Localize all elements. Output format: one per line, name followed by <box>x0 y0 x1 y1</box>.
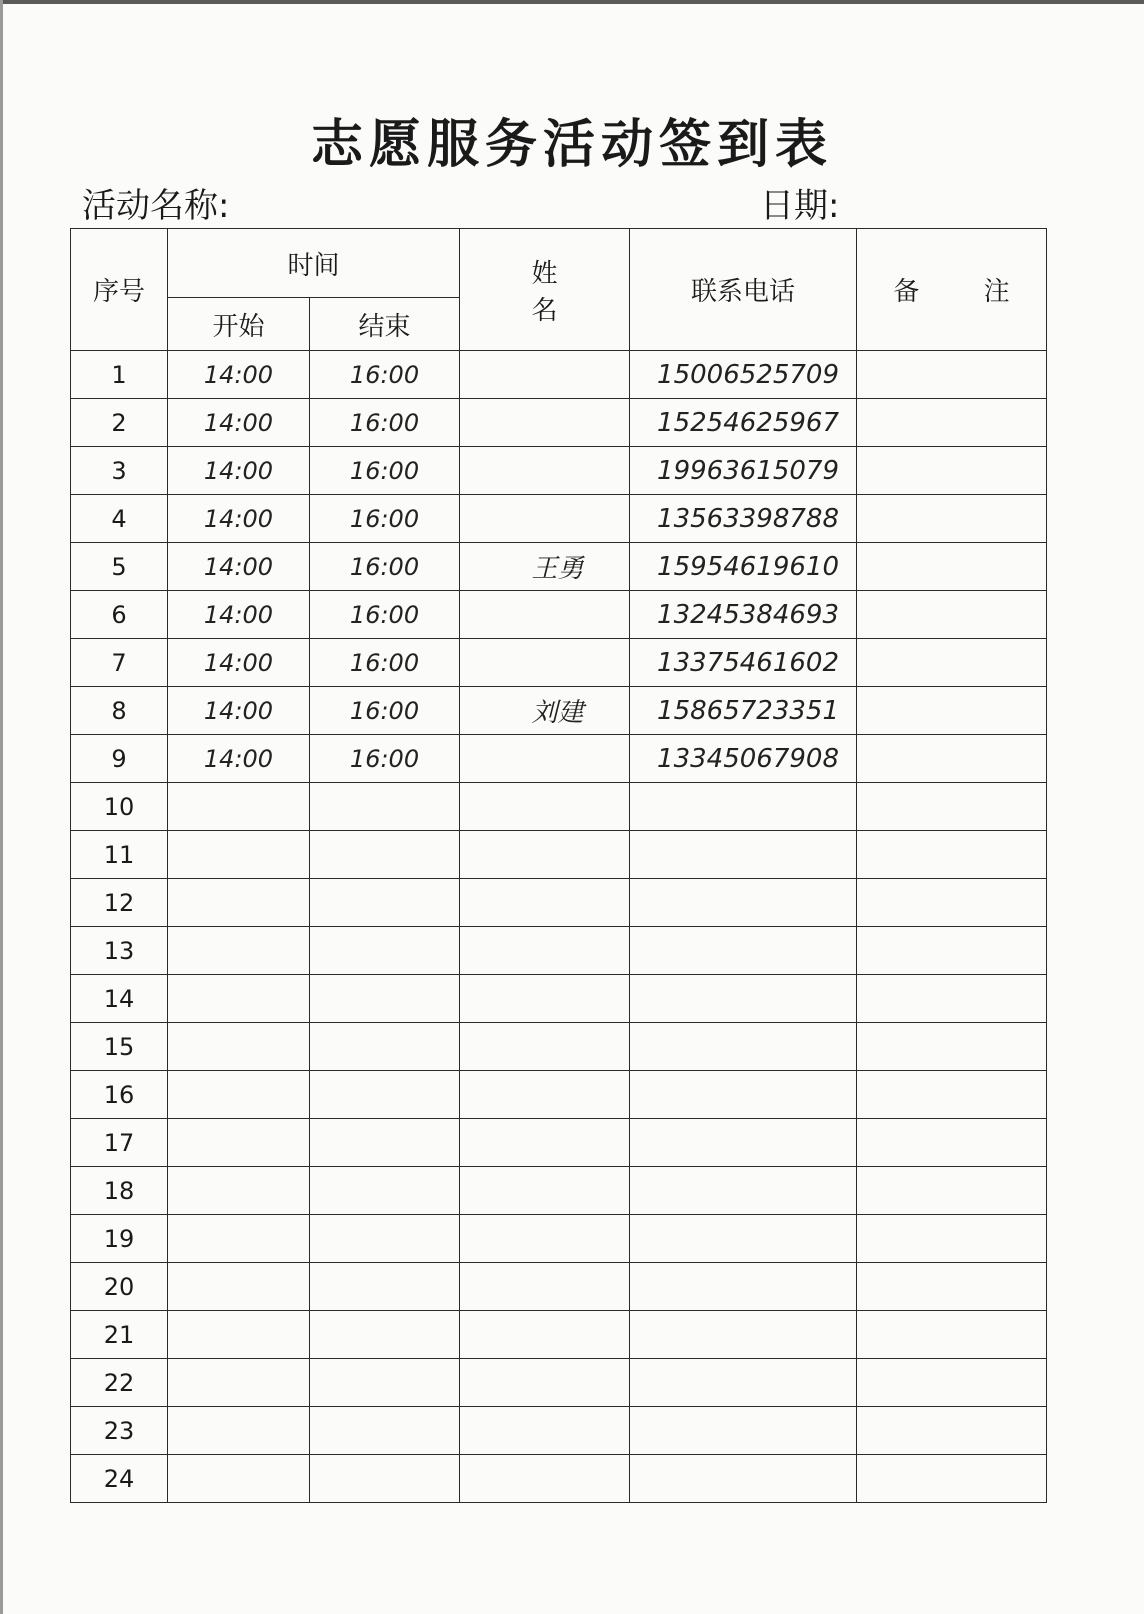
phone-cell: 15254625967 <box>630 399 857 447</box>
start-time-cell <box>168 1071 310 1119</box>
phone-cell <box>630 1455 857 1503</box>
phone-cell <box>630 975 857 1023</box>
row-index: 20 <box>71 1263 168 1311</box>
row-index: 24 <box>71 1455 168 1503</box>
end-time-cell <box>310 783 460 831</box>
name-cell <box>460 831 630 879</box>
end-time-cell <box>310 1215 460 1263</box>
row-index: 14 <box>71 975 168 1023</box>
remark-cell <box>857 495 1047 543</box>
end-time-cell: 16:00 <box>310 447 460 495</box>
row-index: 18 <box>71 1167 168 1215</box>
phone-cell: 13375461602 <box>630 639 857 687</box>
start-time-cell <box>168 1359 310 1407</box>
name-cell <box>460 1071 630 1119</box>
remark-cell <box>857 1263 1047 1311</box>
table-row <box>71 399 1047 447</box>
row-index: 12 <box>71 879 168 927</box>
table-row <box>71 927 1047 975</box>
start-time-cell: 14:00 <box>168 399 310 447</box>
start-time-cell: 14:00 <box>168 447 310 495</box>
remark-cell <box>857 927 1047 975</box>
end-time-cell: 16:00 <box>310 591 460 639</box>
remark-cell <box>857 399 1047 447</box>
start-time-cell <box>168 1455 310 1503</box>
start-time-cell <box>168 783 310 831</box>
start-time-cell <box>168 1215 310 1263</box>
remark-cell <box>857 1023 1047 1071</box>
remark-cell <box>857 879 1047 927</box>
table-row <box>71 1407 1047 1455</box>
row-index: 2 <box>71 399 168 447</box>
start-time-cell <box>168 975 310 1023</box>
header-time: 时间 <box>168 229 460 298</box>
start-time-cell <box>168 1263 310 1311</box>
header-index: 序号 <box>71 229 168 351</box>
phone-cell: 13345067908 <box>630 735 857 783</box>
name-cell <box>460 639 630 687</box>
table-row <box>71 735 1047 783</box>
start-time-cell: 14:00 <box>168 639 310 687</box>
row-index: 17 <box>71 1119 168 1167</box>
end-time-cell: 16:00 <box>310 495 460 543</box>
remark-cell <box>857 1119 1047 1167</box>
name-cell <box>460 447 630 495</box>
start-time-cell: 14:00 <box>168 735 310 783</box>
end-time-cell <box>310 879 460 927</box>
name-cell <box>460 591 630 639</box>
row-index: 19 <box>71 1215 168 1263</box>
phone-cell <box>630 1215 857 1263</box>
table-row <box>71 447 1047 495</box>
remark-cell <box>857 735 1047 783</box>
row-index: 10 <box>71 783 168 831</box>
name-cell <box>460 351 630 399</box>
name-cell <box>460 1215 630 1263</box>
start-time-cell <box>168 927 310 975</box>
phone-cell: 13563398788 <box>630 495 857 543</box>
remark-cell <box>857 975 1047 1023</box>
start-time-cell: 14:00 <box>168 495 310 543</box>
phone-cell: 15865723351 <box>630 687 857 735</box>
name-cell <box>460 1167 630 1215</box>
phone-cell: 13245384693 <box>630 591 857 639</box>
start-time-cell: 14:00 <box>168 351 310 399</box>
end-time-cell <box>310 1311 460 1359</box>
row-index: 9 <box>71 735 168 783</box>
row-index: 16 <box>71 1071 168 1119</box>
remark-cell <box>857 687 1047 735</box>
table-row <box>71 879 1047 927</box>
remark-cell <box>857 543 1047 591</box>
remark-cell <box>857 639 1047 687</box>
phone-cell <box>630 1071 857 1119</box>
table-row <box>71 1167 1047 1215</box>
end-time-cell <box>310 1119 460 1167</box>
end-time-cell <box>310 1023 460 1071</box>
table-row <box>71 1455 1047 1503</box>
row-index: 1 <box>71 351 168 399</box>
name-cell <box>460 1263 630 1311</box>
name-cell <box>460 495 630 543</box>
end-time-cell <box>310 831 460 879</box>
phone-cell: 15006525709 <box>630 351 857 399</box>
activity-label: 活动名称: <box>82 186 230 226</box>
table-row <box>71 687 1047 735</box>
remark-cell <box>857 591 1047 639</box>
row-index: 4 <box>71 495 168 543</box>
phone-cell <box>630 1311 857 1359</box>
name-cell <box>460 783 630 831</box>
table-row <box>71 1023 1047 1071</box>
end-time-cell <box>310 1167 460 1215</box>
table-row <box>71 639 1047 687</box>
name-cell <box>460 879 630 927</box>
end-time-cell <box>310 975 460 1023</box>
date-field <box>760 178 839 227</box>
start-time-cell <box>168 1023 310 1071</box>
end-time-cell: 16:00 <box>310 543 460 591</box>
start-time-cell: 14:00 <box>168 591 310 639</box>
row-index: 5 <box>71 543 168 591</box>
start-time-cell: 14:00 <box>168 543 310 591</box>
start-time-cell <box>168 1119 310 1167</box>
table-row <box>71 1359 1047 1407</box>
phone-cell: 19963615079 <box>630 447 857 495</box>
start-time-cell <box>168 831 310 879</box>
row-index: 15 <box>71 1023 168 1071</box>
end-time-cell: 16:00 <box>310 735 460 783</box>
table-row <box>71 831 1047 879</box>
table-row <box>71 351 1047 399</box>
activity-field <box>82 178 233 227</box>
remark-cell <box>857 783 1047 831</box>
name-cell <box>460 1359 630 1407</box>
name-cell <box>460 735 630 783</box>
remark-cell <box>857 1455 1047 1503</box>
name-cell <box>460 1407 630 1455</box>
header-remarks: 备 注 <box>857 229 1047 351</box>
header-start: 开始 <box>168 298 310 351</box>
table-header <box>71 229 1047 351</box>
phone-cell <box>630 1359 857 1407</box>
remark-cell <box>857 1071 1047 1119</box>
name-cell: 王勇 <box>460 543 630 591</box>
table-row <box>71 1263 1047 1311</box>
end-time-cell <box>310 1071 460 1119</box>
table-row <box>71 495 1047 543</box>
start-time-cell: 14:00 <box>168 687 310 735</box>
remark-cell <box>857 831 1047 879</box>
end-time-cell <box>310 1407 460 1455</box>
phone-cell <box>630 1167 857 1215</box>
end-time-cell: 16:00 <box>310 639 460 687</box>
phone-cell <box>630 1407 857 1455</box>
table-row <box>71 543 1047 591</box>
row-index: 6 <box>71 591 168 639</box>
row-index: 21 <box>71 1311 168 1359</box>
remark-cell <box>857 1311 1047 1359</box>
end-time-cell: 16:00 <box>310 399 460 447</box>
row-index: 11 <box>71 831 168 879</box>
row-index: 7 <box>71 639 168 687</box>
name-cell: 刘建 <box>460 687 630 735</box>
phone-cell <box>630 1263 857 1311</box>
phone-cell <box>630 1023 857 1071</box>
phone-cell: 15954619610 <box>630 543 857 591</box>
header-name: 姓 名 <box>460 229 630 351</box>
table-row <box>71 783 1047 831</box>
remark-cell <box>857 351 1047 399</box>
end-time-cell <box>310 1263 460 1311</box>
row-index: 8 <box>71 687 168 735</box>
start-time-cell <box>168 879 310 927</box>
page-title: 志愿服务活动签到表 <box>310 115 833 175</box>
table-row <box>71 1311 1047 1359</box>
table-row <box>71 1215 1047 1263</box>
start-time-cell <box>168 1311 310 1359</box>
name-cell <box>460 927 630 975</box>
table-body <box>71 351 1047 1503</box>
phone-cell <box>630 879 857 927</box>
phone-cell <box>630 783 857 831</box>
remark-cell <box>857 447 1047 495</box>
name-cell <box>460 1311 630 1359</box>
start-time-cell <box>168 1167 310 1215</box>
name-cell <box>460 1119 630 1167</box>
end-time-cell: 16:00 <box>310 687 460 735</box>
row-index: 13 <box>71 927 168 975</box>
date-label: 日期: <box>760 186 840 226</box>
name-cell <box>460 399 630 447</box>
row-index: 23 <box>71 1407 168 1455</box>
header-end: 结束 <box>310 298 460 351</box>
end-time-cell <box>310 927 460 975</box>
end-time-cell <box>310 1455 460 1503</box>
table-row <box>71 1071 1047 1119</box>
header-phone: 联系电话 <box>630 229 857 351</box>
remark-cell <box>857 1167 1047 1215</box>
end-time-cell: 16:00 <box>310 351 460 399</box>
remark-cell <box>857 1359 1047 1407</box>
remark-cell <box>857 1407 1047 1455</box>
signin-table <box>70 228 1047 1503</box>
phone-cell <box>630 1119 857 1167</box>
table-row <box>71 591 1047 639</box>
remark-cell <box>857 1215 1047 1263</box>
name-cell <box>460 975 630 1023</box>
name-cell <box>460 1455 630 1503</box>
table-row <box>71 975 1047 1023</box>
row-index: 22 <box>71 1359 168 1407</box>
phone-cell <box>630 831 857 879</box>
row-index: 3 <box>71 447 168 495</box>
start-time-cell <box>168 1407 310 1455</box>
end-time-cell <box>310 1359 460 1407</box>
phone-cell <box>630 927 857 975</box>
table-row <box>71 1119 1047 1167</box>
name-cell <box>460 1023 630 1071</box>
